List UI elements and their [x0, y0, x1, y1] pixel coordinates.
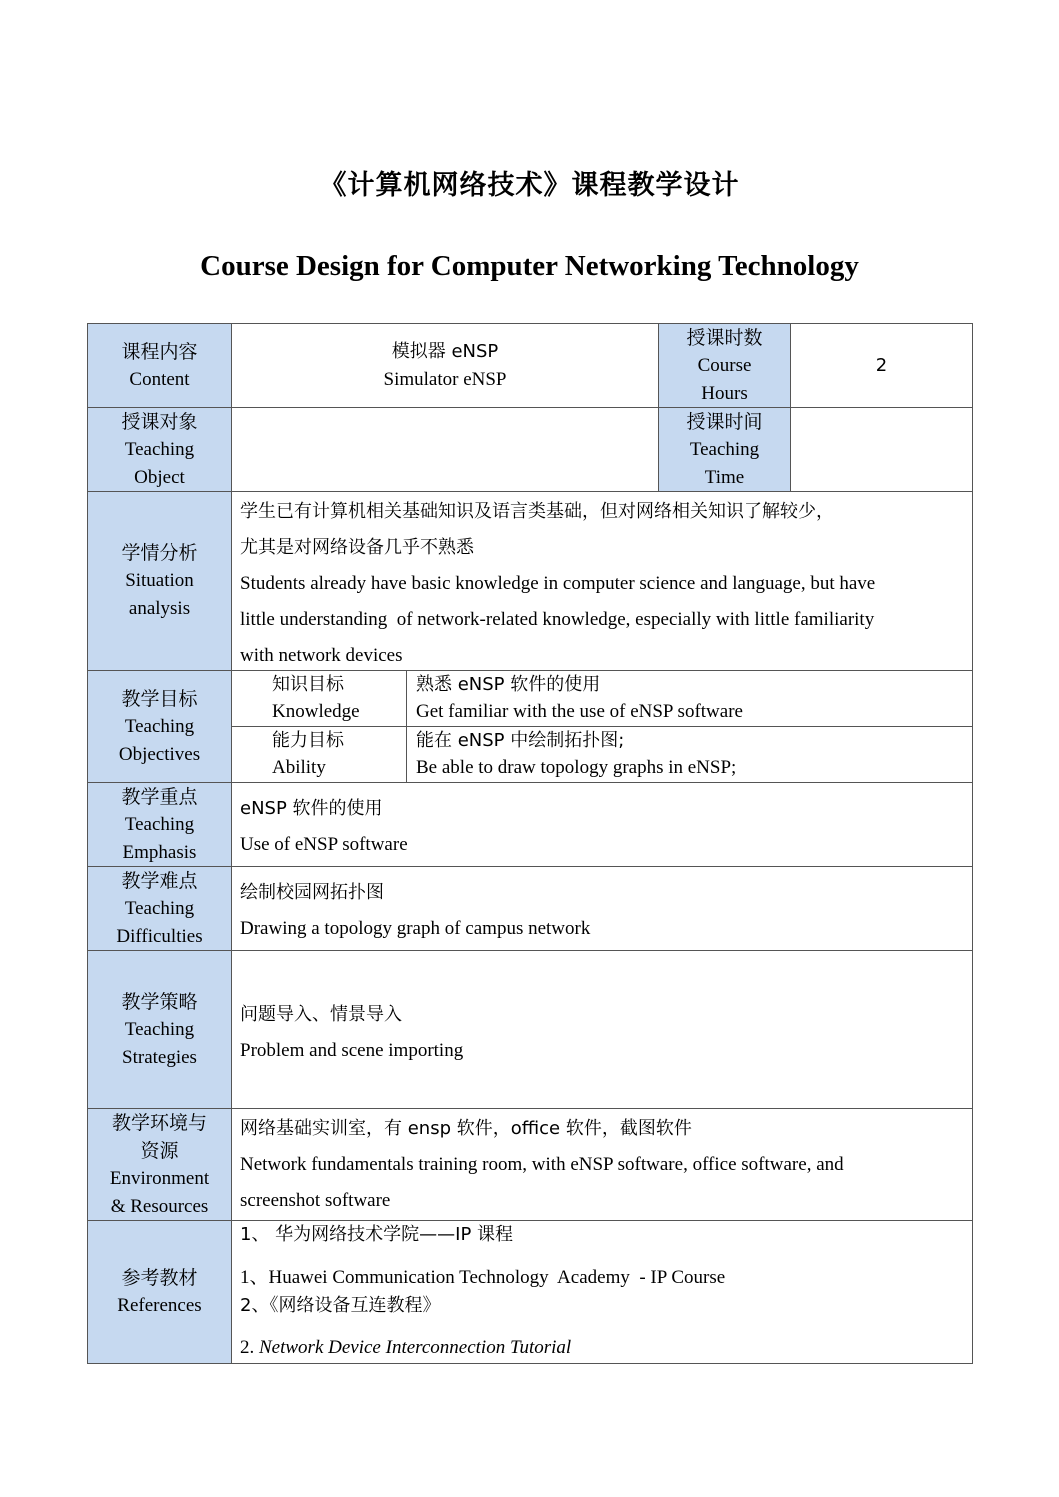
difficulties-label-cn: 教学难点 — [121, 869, 198, 892]
difficulties-label-en1: Teaching — [124, 897, 195, 919]
hours-label — [658, 323, 791, 408]
objectives-label — [87, 670, 232, 783]
hours-label-cn: 授课时数 — [686, 326, 763, 349]
time-label-en2: Time — [704, 466, 745, 488]
references-label — [87, 1220, 232, 1364]
content-value-en: Simulator eNSP — [383, 368, 507, 390]
page-title-en: Course Design for Computer Networking Technology — [200, 250, 859, 282]
emphasis-label-en2: Emphasis — [122, 841, 197, 863]
hours-label-en2: Hours — [701, 382, 748, 404]
strategies-value — [231, 950, 973, 1109]
strategies-value-cn: 问题导入、情景导入 — [240, 1004, 402, 1025]
references-label-en: References — [117, 1295, 202, 1316]
situation-label — [87, 491, 232, 671]
emphasis-label-cn: 教学重点 — [121, 785, 198, 808]
ability-label-cn: 能力目标 — [272, 730, 344, 751]
situation-value — [231, 491, 973, 671]
ability-value-en: Be able to draw topology graphs in eNSP; — [416, 757, 737, 778]
references-label-cn: 参考教材 — [121, 1267, 198, 1289]
strategies-label — [87, 950, 232, 1109]
difficulties-value — [231, 866, 973, 951]
emphasis-label — [87, 782, 232, 867]
difficulties-value-en: Drawing a topology graph of campus network — [240, 918, 591, 939]
emphasis-value-en: Use of eNSP software — [240, 834, 408, 855]
object-label — [87, 407, 232, 492]
reference-1-en: 1、Huawei Communication Technology Academy - IP Course — [240, 1267, 726, 1288]
ability-value — [406, 726, 973, 783]
content-label — [87, 323, 232, 408]
knowledge-value-cn: 熟悉 eNSP 软件的使用 — [416, 674, 601, 695]
reference-2-en — [240, 1334, 571, 1362]
environment-label-en1: Environment — [109, 1167, 210, 1189]
ability-label — [231, 726, 407, 783]
time-label-cn: 授课时间 — [686, 410, 763, 433]
environment-value-en1: Network fundamentals training room, with eNSP software, office software, and — [240, 1154, 844, 1175]
reference-1-cn: 1、 华为网络技术学院——IP 课程 — [240, 1224, 514, 1245]
reference-2-cn: 2、《网络设备互连教程》 — [240, 1295, 441, 1316]
knowledge-label — [231, 670, 407, 727]
strategies-label-cn: 教学策略 — [121, 990, 198, 1013]
objectives-label-cn: 教学目标 — [121, 687, 198, 710]
object-label-cn: 授课对象 — [121, 410, 198, 433]
hours-label-en1: Course — [697, 354, 752, 376]
hours-value-text: 2 — [875, 355, 888, 376]
strategies-label-en2: Strategies — [122, 1046, 197, 1068]
content-label-en: Content — [129, 368, 190, 390]
content-label-cn: 课程内容 — [121, 340, 198, 363]
environment-value-en2: screenshot software — [240, 1190, 391, 1211]
knowledge-label-en: Knowledge — [272, 701, 360, 722]
reference-2-prefix: 2. — [240, 1337, 259, 1358]
object-label-en1: Teaching — [124, 438, 195, 460]
emphasis-value-cn: eNSP 软件的使用 — [240, 798, 383, 819]
hours-value — [790, 323, 973, 408]
reference-2-title: Network Device Interconnection Tutorial — [259, 1337, 572, 1358]
time-label-en1: Teaching — [689, 438, 760, 460]
emphasis-value — [231, 782, 973, 867]
environment-label-en2: & Resources — [110, 1195, 209, 1217]
emphasis-label-en1: Teaching — [124, 813, 195, 835]
situation-label-cn: 学情分析 — [121, 542, 198, 564]
ability-label-en: Ability — [272, 757, 326, 778]
object-value — [231, 407, 659, 492]
environment-label — [87, 1108, 232, 1221]
knowledge-value-en: Get familiar with the use of eNSP software — [416, 701, 743, 722]
environment-value-cn: 网络基础实训室，有 ensp 软件，office 软件，截图软件 — [240, 1118, 692, 1139]
situation-label-en2: analysis — [128, 598, 191, 619]
ability-value-cn: 能在 eNSP 中绘制拓扑图; — [416, 730, 625, 751]
situation-line-2: 尤其是对网络设备几乎不熟悉 — [240, 537, 474, 558]
knowledge-label-cn: 知识目标 — [272, 674, 344, 695]
objectives-label-en1: Teaching — [124, 715, 195, 737]
objectives-label-en2: Objectives — [118, 743, 201, 765]
situation-line-4: little understanding of network-related knowledge, especially with little familiarity — [240, 609, 875, 630]
environment-value — [231, 1108, 973, 1221]
situation-label-en1: Situation — [125, 570, 194, 591]
difficulties-label-en2: Difficulties — [116, 925, 203, 947]
content-value — [231, 323, 659, 408]
time-label — [658, 407, 791, 492]
knowledge-value — [406, 670, 973, 727]
difficulties-value-cn: 绘制校园网拓扑图 — [240, 882, 384, 903]
time-value — [790, 407, 973, 492]
environment-label-cn1: 教学环境与 — [111, 1111, 207, 1134]
strategies-label-en1: Teaching — [124, 1018, 195, 1040]
object-label-en2: Object — [134, 466, 185, 488]
content-value-cn: 模拟器 eNSP — [391, 340, 499, 362]
situation-line-5: with network devices — [240, 645, 403, 666]
situation-line-1: 学生已有计算机相关基础知识及语言类基础，但对网络相关知识了解较少， — [240, 501, 834, 522]
situation-line-3: Students already have basic knowledge in computer science and language, but have — [240, 573, 876, 594]
strategies-value-en: Problem and scene importing — [240, 1040, 464, 1061]
difficulties-label — [87, 866, 232, 951]
environment-label-cn2: 资源 — [140, 1139, 179, 1162]
page-title-cn: 《计算机网络技术》课程教学设计 — [319, 170, 740, 201]
references-value — [231, 1220, 973, 1364]
